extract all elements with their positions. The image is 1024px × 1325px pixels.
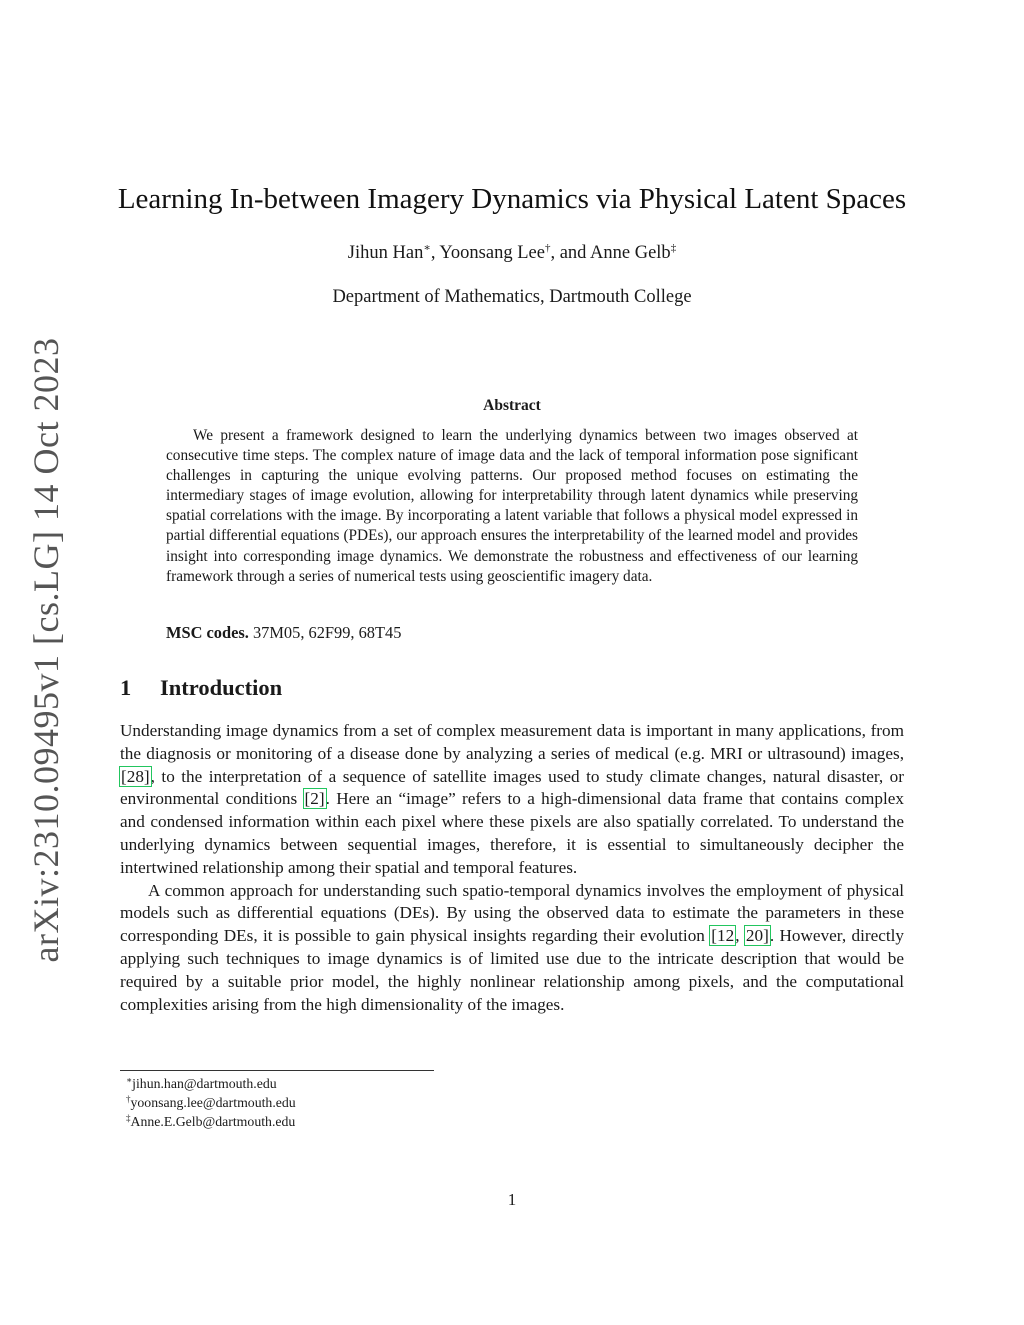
footnote-divider: [120, 1070, 434, 1071]
footnote-email[interactable]: jihun.han@dartmouth.edu: [132, 1076, 277, 1091]
author-name: Anne Gelb: [590, 243, 671, 263]
citation-link[interactable]: [28]: [121, 766, 150, 786]
paragraph: [120, 720, 904, 880]
author-name: Yoonsang Lee: [439, 243, 545, 263]
msc-code-list: 37M05, 62F99, 68T45: [252, 623, 402, 642]
footnote: [120, 1074, 296, 1093]
abstract-text: We present a framework designed to learn the underlying dynamics between two images observed at consecutive time steps. The complex nature of image data and the lack of temporal information pose significant challenges in capturing the unique evolving patterns. Our proposed method focuses on estimating the intermediary stages of image evolution, allowing for interpretability through latent dynamics while preserving spatial correlations with the image. By incorporating a latent variable that follows a physical model expressed in partial differential equations (PDEs), our approach ensures the interpretability of the learned model and provides insight into corresponding image dynamics. We demonstrate the robustness and effectiveness of our learning framework through a series of numerical tests using geoscientific imagery data.: [166, 427, 858, 585]
paper-title: Learning In-between Imagery Dynamics via Physical Latent Spaces: [117, 183, 907, 215]
footnote-email[interactable]: Anne.E.Gelb@dartmouth.edu: [130, 1114, 296, 1129]
footnote: [120, 1093, 296, 1112]
affiliation: Department of Mathematics, Dartmouth College: [332, 287, 692, 307]
author-name: Jihun Han: [347, 243, 424, 263]
author-separator: ,: [430, 243, 440, 263]
paragraph: [120, 880, 904, 1017]
citation-link[interactable]: 20]: [745, 926, 769, 946]
author-footnote-mark[interactable]: ‡: [670, 242, 677, 254]
author-footnote-mark[interactable]: ∗: [423, 242, 431, 254]
msc-label: MSC codes.: [166, 623, 249, 642]
citation-link[interactable]: [2]: [304, 789, 325, 809]
footnote: [120, 1112, 296, 1131]
paragraph-text: . Here an “image” refers to a high-dimensional data frame that contains complex and condensed information within each pixel where these pixels are also spatially correlated. To understand the underlying dynamics between sequential images, therefore, it is essential to simultaneously decipher the intertwined relationship among their spatial and temporal features.: [120, 789, 904, 877]
section-heading: [120, 675, 282, 701]
introduction-body: [120, 720, 904, 1016]
paragraph-text: , to the interpretation of a sequence of satellite images used to study climate changes, natural disaster, or environmental conditions: [120, 766, 904, 809]
footnote-mark: ∗: [126, 1075, 133, 1085]
footnote-mark: †: [126, 1094, 131, 1104]
page-number: 1: [507, 1190, 517, 1209]
paragraph-text: Understanding image dynamics from a set of complex measurement data is important in many applications, from the diagnosis or monitoring of a disease done by analyzing a series of medical (e.g. MRI or ultrasound) images,: [120, 721, 904, 763]
section-number: 1: [120, 675, 132, 700]
footnote-email[interactable]: yoonsang.lee@dartmouth.edu: [130, 1095, 296, 1110]
footnote-mark: ‡: [126, 1113, 131, 1123]
author-list: [0, 243, 1024, 264]
msc-codes: [166, 623, 401, 643]
arxiv-identifier-stamp: arXiv:2310.09495v1 [cs.LG] 14 Oct 2023: [26, 337, 66, 963]
paragraph-text: A common approach for understanding such spatio-temporal dynamics involves the employment of physical models such as differential equations (DEs). By using the observed data to estimate the parameters in these corresponding DEs, it is possible to gain physical insights regarding their evolution: [120, 880, 904, 946]
paragraph-text: . However, directly applying such techniques to image dynamics is of limited use due to the intricate description that would be required by a suitable prior model, the highly nonlinear relationship among pixels, and the computational complexities arising from the high dimensionality of the images.: [120, 926, 905, 1014]
footnotes: [120, 1074, 296, 1131]
citation-separator: ,: [735, 926, 745, 946]
abstract-heading: Abstract: [483, 397, 541, 414]
citation-link[interactable]: [12: [711, 926, 735, 946]
section-title: Introduction: [160, 675, 283, 700]
author-footnote-mark[interactable]: †: [544, 242, 551, 254]
author-separator: , and: [550, 243, 591, 263]
